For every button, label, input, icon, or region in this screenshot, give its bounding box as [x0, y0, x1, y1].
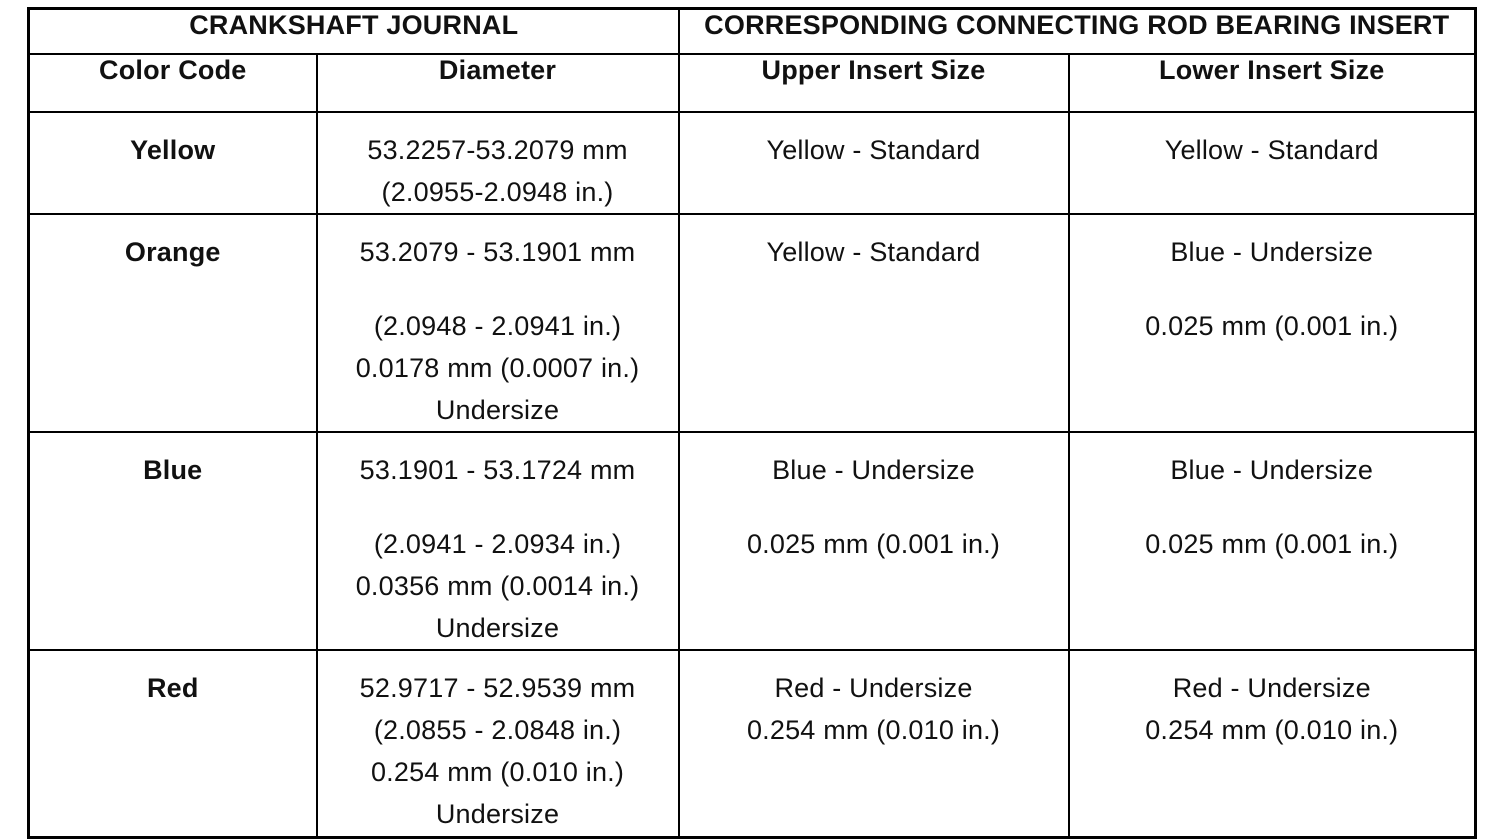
upper-insert-size: Red - Undersize	[774, 673, 973, 703]
bearing-spec-table	[27, 7, 1477, 839]
lower-insert-undersize: 0.025 mm (0.001 in.)	[1145, 311, 1399, 341]
table-row	[29, 432, 1476, 650]
rod-bearing-insert-header: CORRESPONDING CONNECTING ROD BEARING INSERT	[679, 9, 1476, 55]
lower-insert-cell	[1069, 432, 1476, 650]
color-code-value: Blue	[143, 455, 203, 485]
column-header-row	[29, 54, 1476, 112]
color-code-cell	[29, 432, 317, 650]
lower-insert-cell	[1069, 112, 1476, 214]
diameter-in: (2.0955-2.0948 in.)	[381, 177, 614, 207]
diameter-in: (2.0941 - 2.0934 in.)	[373, 529, 622, 559]
upper-insert-size: Yellow - Standard	[766, 135, 981, 165]
lower-insert-column-header: Lower Insert Size	[1069, 54, 1476, 112]
color-code-value: Yellow	[130, 135, 216, 165]
color-code-cell	[29, 112, 317, 214]
lower-insert-size: Blue - Undersize	[1170, 455, 1374, 485]
lower-insert-undersize: 0.025 mm (0.001 in.)	[1145, 529, 1399, 559]
color-code-cell	[29, 214, 317, 432]
lower-insert-undersize: 0.254 mm (0.010 in.)	[1145, 715, 1399, 745]
lower-insert-cell	[1069, 650, 1476, 838]
undersize-label: Undersize	[435, 613, 560, 643]
table-row	[29, 650, 1476, 838]
diameter-mm: 52.9717 - 52.9539 mm	[359, 673, 636, 703]
diameter-mm: 53.1901 - 53.1724 mm	[359, 455, 636, 485]
undersize-label: Undersize	[435, 395, 560, 425]
upper-insert-undersize: 0.025 mm (0.001 in.)	[746, 529, 1001, 559]
upper-insert-size: Blue - Undersize	[772, 455, 975, 485]
group-header-row	[29, 9, 1476, 55]
upper-insert-cell	[679, 650, 1069, 838]
undersize-amount: 0.0356 mm (0.0014 in.)	[355, 571, 640, 601]
color-code-value: Orange	[124, 237, 221, 267]
upper-insert-cell	[679, 432, 1069, 650]
diameter-in: (2.0855 - 2.0848 in.)	[373, 715, 622, 745]
lower-insert-cell	[1069, 214, 1476, 432]
diameter-mm: 53.2079 - 53.1901 mm	[359, 237, 636, 267]
lower-insert-size: Red - Undersize	[1172, 673, 1371, 703]
lower-insert-size: Yellow - Standard	[1164, 135, 1379, 165]
diameter-cell	[317, 650, 679, 838]
diameter-in: (2.0948 - 2.0941 in.)	[373, 311, 622, 341]
diameter-cell	[317, 214, 679, 432]
lower-insert-size: Blue - Undersize	[1170, 237, 1374, 267]
upper-insert-cell	[679, 214, 1069, 432]
table-row	[29, 112, 1476, 214]
upper-insert-column-header: Upper Insert Size	[679, 54, 1069, 112]
undersize-amount: 0.0178 mm (0.0007 in.)	[355, 353, 640, 383]
color-code-column-header: Color Code	[29, 54, 317, 112]
diameter-column-header: Diameter	[317, 54, 679, 112]
undersize-label: Undersize	[435, 799, 560, 829]
color-code-value: Red	[146, 673, 199, 703]
crankshaft-journal-header: CRANKSHAFT JOURNAL	[29, 9, 679, 55]
color-code-cell	[29, 650, 317, 838]
diameter-cell	[317, 112, 679, 214]
upper-insert-cell	[679, 112, 1069, 214]
upper-insert-size: Yellow - Standard	[766, 237, 981, 267]
diameter-mm: 53.2257-53.2079 mm	[367, 135, 628, 165]
table-row	[29, 214, 1476, 432]
diameter-cell	[317, 432, 679, 650]
upper-insert-undersize: 0.254 mm (0.010 in.)	[746, 715, 1001, 745]
undersize-amount: 0.254 mm (0.010 in.)	[370, 757, 625, 787]
